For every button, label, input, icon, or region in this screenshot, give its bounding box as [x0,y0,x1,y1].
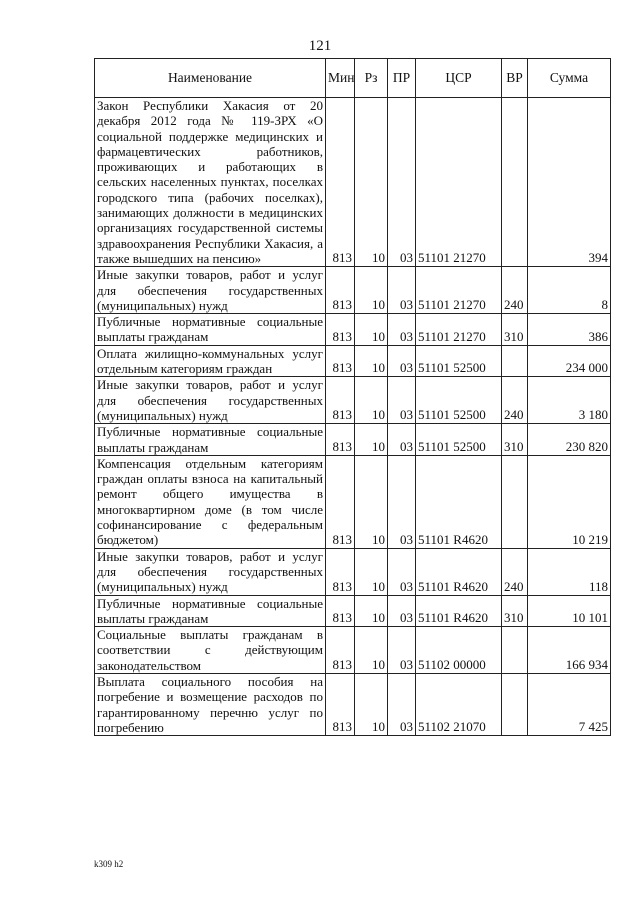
table-row [95,595,611,627]
row-csr: 51101 21270 [416,98,502,267]
page-number: 121 [308,38,332,54]
row-vr [502,627,528,674]
col-header-rz: Рз [355,59,388,98]
row-csr: 51101 52500 [416,424,502,456]
row-min: 813 [326,267,355,314]
row-vr: 310 [502,595,528,627]
row-pr: 03 [388,455,416,548]
row-name: Оплата жилищно-коммунальных услуг отдельным категориям граждан [95,345,326,377]
row-min: 813 [326,345,355,377]
budget-table [94,58,611,736]
row-name: Выплата социального пособия на погребение и возмещение расходов по гарантированному перечню услуг по погребению [95,673,326,735]
table-row [95,345,611,377]
row-csr: 51101 R4620 [416,455,502,548]
row-name: Иные закупки товаров, работ и услуг для обеспечения государственных (муниципальных) нужд [95,267,326,314]
row-min: 813 [326,548,355,595]
row-rz: 10 [355,595,388,627]
row-min: 813 [326,98,355,267]
row-vr: 310 [502,314,528,346]
row-pr: 03 [388,98,416,267]
row-pr: 03 [388,267,416,314]
col-header-pr: ПР [388,59,416,98]
row-name: Компенсация отдельным категориям граждан оплаты взноса на капитальный ремонт общего имущества в многоквартирном доме (в том числе софинансирование с федеральным бюджетом) [95,455,326,548]
row-sum: 10 101 [528,595,611,627]
row-name: Публичные нормативные социальные выплаты гражданам [95,595,326,627]
table-row [95,98,611,267]
row-min: 813 [326,627,355,674]
row-csr: 51102 21070 [416,673,502,735]
row-sum: 234 000 [528,345,611,377]
row-pr: 03 [388,345,416,377]
row-rz: 10 [355,424,388,456]
row-rz: 10 [355,314,388,346]
row-vr: 240 [502,377,528,424]
row-sum: 230 820 [528,424,611,456]
row-pr: 03 [388,548,416,595]
row-sum: 7 425 [528,673,611,735]
table-row [95,424,611,456]
row-min: 813 [326,377,355,424]
row-vr [502,98,528,267]
header-row [95,59,611,98]
row-rz: 10 [355,377,388,424]
row-vr [502,345,528,377]
row-vr [502,673,528,735]
row-csr: 51102 00000 [416,627,502,674]
row-rz: 10 [355,455,388,548]
row-pr: 03 [388,673,416,735]
row-csr: 51101 21270 [416,314,502,346]
row-sum: 166 934 [528,627,611,674]
row-name: Закон Республики Хакасия от 20 декабря 2012 года № 119-ЗРХ «О социальной поддержке медицинских и фармацевтических работников, проживающих и работающих в сельских населенных пунктах, поселках городского типа (рабочих поселках), занимающих должности в медицинских организациях государственной системы здравоохранения Республики Хакасия, а также вышедших на пенсию» [95,98,326,267]
row-sum: 386 [528,314,611,346]
row-rz: 10 [355,627,388,674]
row-csr: 51101 R4620 [416,595,502,627]
row-vr: 310 [502,424,528,456]
col-header-sum: Сумма [528,59,611,98]
row-pr: 03 [388,424,416,456]
table-row [95,455,611,548]
footer-code: k309 h2 [94,859,124,869]
row-min: 813 [326,314,355,346]
row-sum: 10 219 [528,455,611,548]
row-pr: 03 [388,314,416,346]
row-pr: 03 [388,377,416,424]
row-name: Иные закупки товаров, работ и услуг для обеспечения государственных (муниципальных) нужд [95,377,326,424]
row-sum: 394 [528,98,611,267]
table-row [95,548,611,595]
row-sum: 118 [528,548,611,595]
row-csr: 51101 R4620 [416,548,502,595]
col-header-name: Наименование [95,59,326,98]
row-rz: 10 [355,548,388,595]
row-csr: 51101 52500 [416,345,502,377]
col-header-csr: ЦСР [416,59,502,98]
row-vr: 240 [502,267,528,314]
row-vr: 240 [502,548,528,595]
table-row [95,314,611,346]
row-rz: 10 [355,98,388,267]
table-row [95,377,611,424]
row-csr: 51101 21270 [416,267,502,314]
row-min: 813 [326,424,355,456]
row-rz: 10 [355,267,388,314]
row-min: 813 [326,455,355,548]
col-header-vr: ВР [502,59,528,98]
row-vr [502,455,528,548]
row-name: Публичные нормативные социальные выплаты гражданам [95,314,326,346]
table-row [95,267,611,314]
table-row [95,627,611,674]
table-row [95,673,611,735]
row-name: Социальные выплаты гражданам в соответствии с действующим законодательством [95,627,326,674]
row-csr: 51101 52500 [416,377,502,424]
row-sum: 8 [528,267,611,314]
row-min: 813 [326,673,355,735]
row-sum: 3 180 [528,377,611,424]
row-rz: 10 [355,345,388,377]
row-pr: 03 [388,627,416,674]
row-min: 813 [326,595,355,627]
row-rz: 10 [355,673,388,735]
col-header-min: Мин [326,59,355,98]
row-name: Иные закупки товаров, работ и услуг для обеспечения государственных (муниципальных) нужд [95,548,326,595]
row-name: Публичные нормативные социальные выплаты гражданам [95,424,326,456]
row-pr: 03 [388,595,416,627]
